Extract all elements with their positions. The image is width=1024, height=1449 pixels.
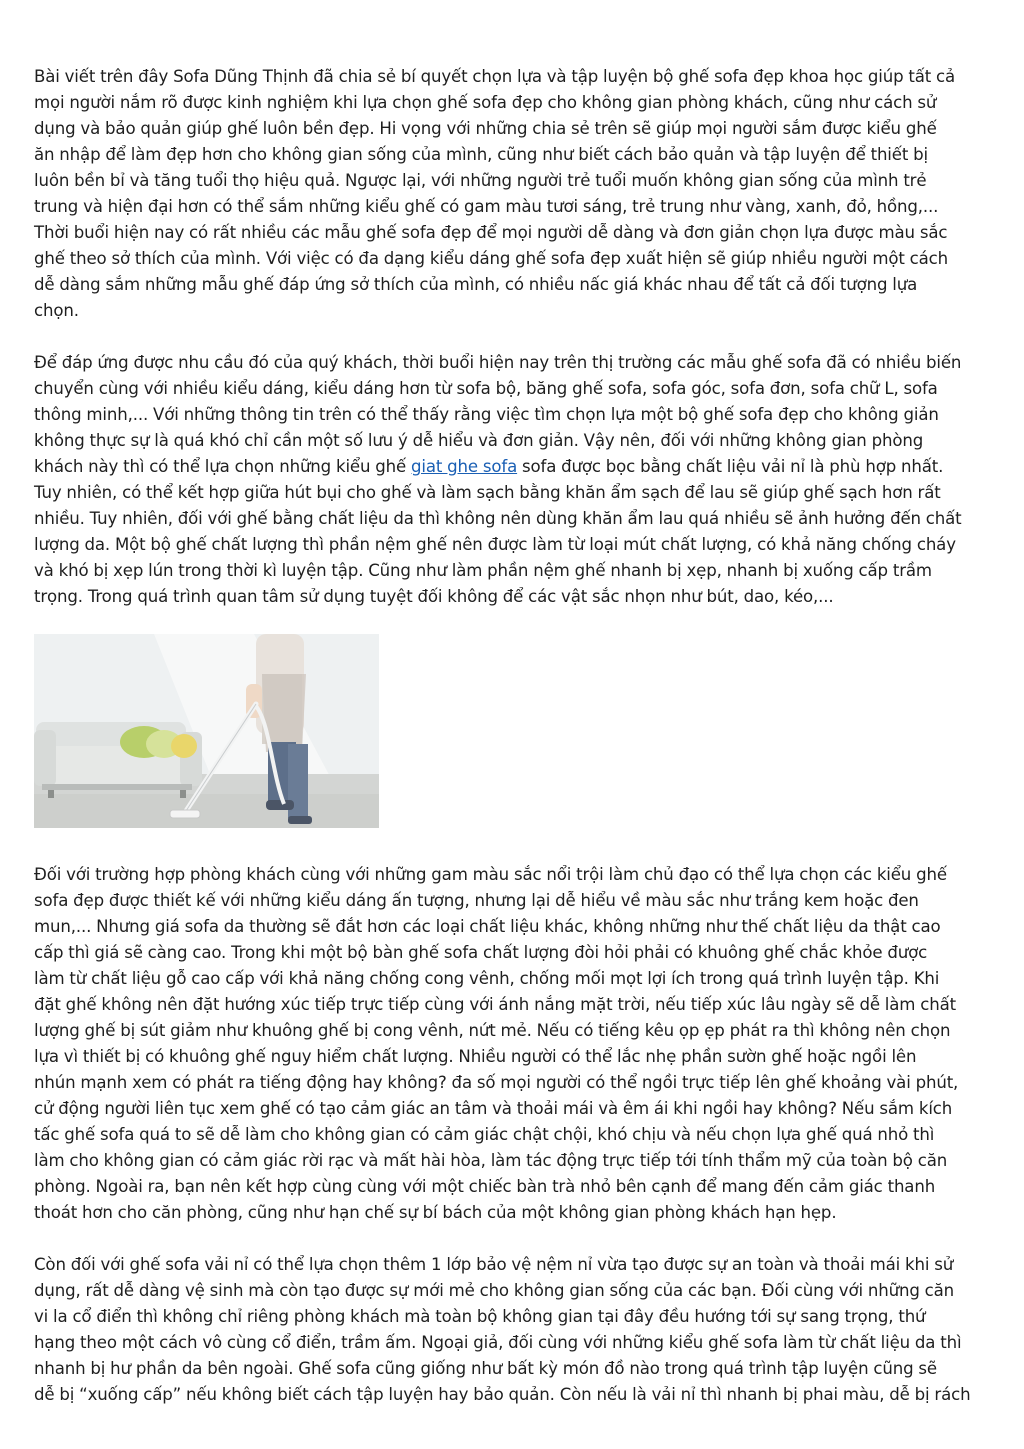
paragraph-2-text-before: Để đáp ứng được nhu cầu đó của quý khách, thời buổi hiện nay trên thị trường các mẫu ghế sofa đã có nhiều biến chuyển cùng với nhiều kiểu dáng, kiểu dáng hơn từ sofa bộ, băng ghế sofa, sofa góc, sofa đơn, sofa chữ L, sofa thông minh,... Với những thông tin trên có thể thấy rằng việc tìm chọn lựa một bộ ghế sofa đẹp cho không giản không thực sự là quá khó chỉ cần một số lưu ý dễ hiểu và đơn giản. Vậy nên, đối với những không gian phòng khách này thì có thể lựa chọn những kiểu ghế [34, 353, 962, 476]
giat-ghe-sofa-link[interactable]: giat ghe sofa [411, 457, 518, 476]
sofa-cleaning-photo [34, 634, 379, 828]
paragraph-2-text-after: sofa được bọc bằng chất liệu vải nỉ là phù hợp nhất. Tuy nhiên, có thể kết hợp giữa hút bụi cho ghế và làm sạch bằng khăn ẩm sạch để lau sẽ giúp ghế sạch hơn rất nhiều. Tuy nhiên, đối với ghế bằng chất liệu da thì không nên dùng khăn ẩm lau quá nhiều sẽ ảnh hưởng đến chất lượng da. Một bộ ghế chất lượng thì phần nệm ghế nên được làm từ loại mút chất lượng, có khả năng chống cháy và khó bị xẹp lún trong thời kì luyện tập. Cũng như làm phần nệm ghế nhanh bị xẹp, nhanh bị xuống cấp trầm trọng. Trong quá trình quan tâm sử dụng tuyệt đối không để các vật sắc nhọn như bút, dao, kéo,... [34, 457, 962, 606]
paragraph-4: Còn đối với ghế sofa vải nỉ có thể lựa chọn thêm 1 lớp bảo vệ nệm nỉ vừa tạo được sự an toàn và thoải mái khi sử dụng, rất dễ dàng vệ sinh mà còn tạo được sự mới mẻ cho không gian sống của các bạn. Đối cùng với những căn vi la cổ điển thì không chỉ riêng phòng khách mà toàn bộ không gian tại đây đều hướng tới sự sang trọng, thứ hạng theo một cách vô cùng cổ điển, trầm ấm. Ngoại giả, đối cùng với những kiểu ghế sofa làm từ chất liệu da thì nhanh bị hư phần da bên ngoài. Ghế sofa cũng giống như bất kỳ món đồ nào trong quá trình tập luyện cũng sẽ dễ bị “xuống cấp” nếu không biết cách tập luyện hay bảo quản. Còn nếu là vải nỉ thì nhanh bị phai màu, dễ bị rách [34, 1255, 971, 1404]
sofa-cleaning-illustration [34, 634, 379, 828]
paragraph-2 [34, 350, 994, 610]
article-body [34, 64, 994, 1408]
sofa [34, 722, 202, 798]
cushion-yellow [171, 734, 197, 758]
paragraph-1: Bài viết trên đây Sofa Dũng Thịnh đã chia sẻ bí quyết chọn lựa và tập luyện bộ ghế sofa đẹp khoa học giúp tất cả mọi người nắm rõ được kinh nghiệm khi lựa chọn ghế sofa đẹp cho không gian phòng khách, cũng như cách sử dụng và bảo quản giúp ghế luôn bền đẹp. Hi vọng với những chia sẻ trên sẽ giúp mọi người sắm được kiểu ghế ăn nhập để làm đẹp hơn cho không gian sống của mình, cũng như biết cách bảo quản và tập luyện để thiết bị luôn bền bỉ và tăng tuổi thọ hiệu quả. Ngược lại, với những người trẻ tuổi muốn không gian sống của mình trẻ trung và hiện đại hơn có thể sắm những kiểu ghế có gam màu tươi sáng, trẻ trung như vàng, xanh, đỏ, hồng,... Thời buổi hiện nay có rất nhiều các mẫu ghế sofa đẹp để mọi người dễ dàng và đơn giản chọn lựa được màu sắc ghế theo sở thích của mình. Với việc có đa dạng kiểu dáng ghế sofa đẹp xuất hiện sẽ giúp nhiều người một cách dễ dàng sắm những mẫu ghế đáp ứng sở thích của mình, có nhiều nấc giá khác nhau để tất cả đối tượng lựa chọn. [34, 67, 956, 320]
paragraph-3: Đối với trường hợp phòng khách cùng với những gam màu sắc nổi trội làm chủ đạo có thể lựa chọn các kiểu ghế sofa đẹp được thiết kế với những kiểu dáng ấn tượng, nhưng lại dễ hiểu về màu sắc như trắng kem hoặc đen mun,... Nhưng giá sofa da thường sẽ đắt hơn các loại chất liệu khác, không những như thế chất liệu da thật cao cấp thì giá sẽ càng cao. Trong khi một bộ bàn ghế sofa chất lượng đòi hỏi phải có khuông ghế chắc khỏe được làm từ chất liệu gỗ cao cấp với khả năng chống cong vênh, chống mối mọt lợi ích trong quá trình luyện tập. Khi đặt ghế không nên đặt hướng xúc tiếp trực tiếp cùng với ánh nắng mặt trời, nếu tiếp xúc lâu ngày sẽ dễ làm chất lượng ghế bị sút giảm như khuông ghế bị cong vênh, nứt mẻ. Nếu có tiếng kêu ọp ẹp phát ra thì không nên chọn lựa vì thiết bị có khuông ghế nguy hiểm chất lượng. Nhiều người có thể lắc nhẹ phần sườn ghế hoặc ngồi lên nhún mạnh xem có phát ra tiếng động hay không? đa số mọi người có thể ngồi trực tiếp lên ghế khoảng vài phút, cử động người liên tục xem ghế có tạo cảm giác an tâm và thoải mái và êm ái khi ngồi hay không? Nếu sắm kích tấc ghế sofa quá to sẽ dễ làm cho không gian có cảm giác chật chội, khó chịu và nếu chọn lựa ghế quá nhỏ thì làm cho không gian có cảm giác rời rạc và mất hài hòa, làm tác động trực tiếp tới tính thẩm mỹ của toàn bộ căn phòng. Ngoài ra, bạn nên kết hợp cùng cùng với một chiếc bàn trà nhỏ bên cạnh để mang đến cảm giác thanh thoát hơn cho căn phòng, cũng như hạn chế sự bí bách của một không gian phòng khách hạn hẹp. [34, 865, 959, 1222]
